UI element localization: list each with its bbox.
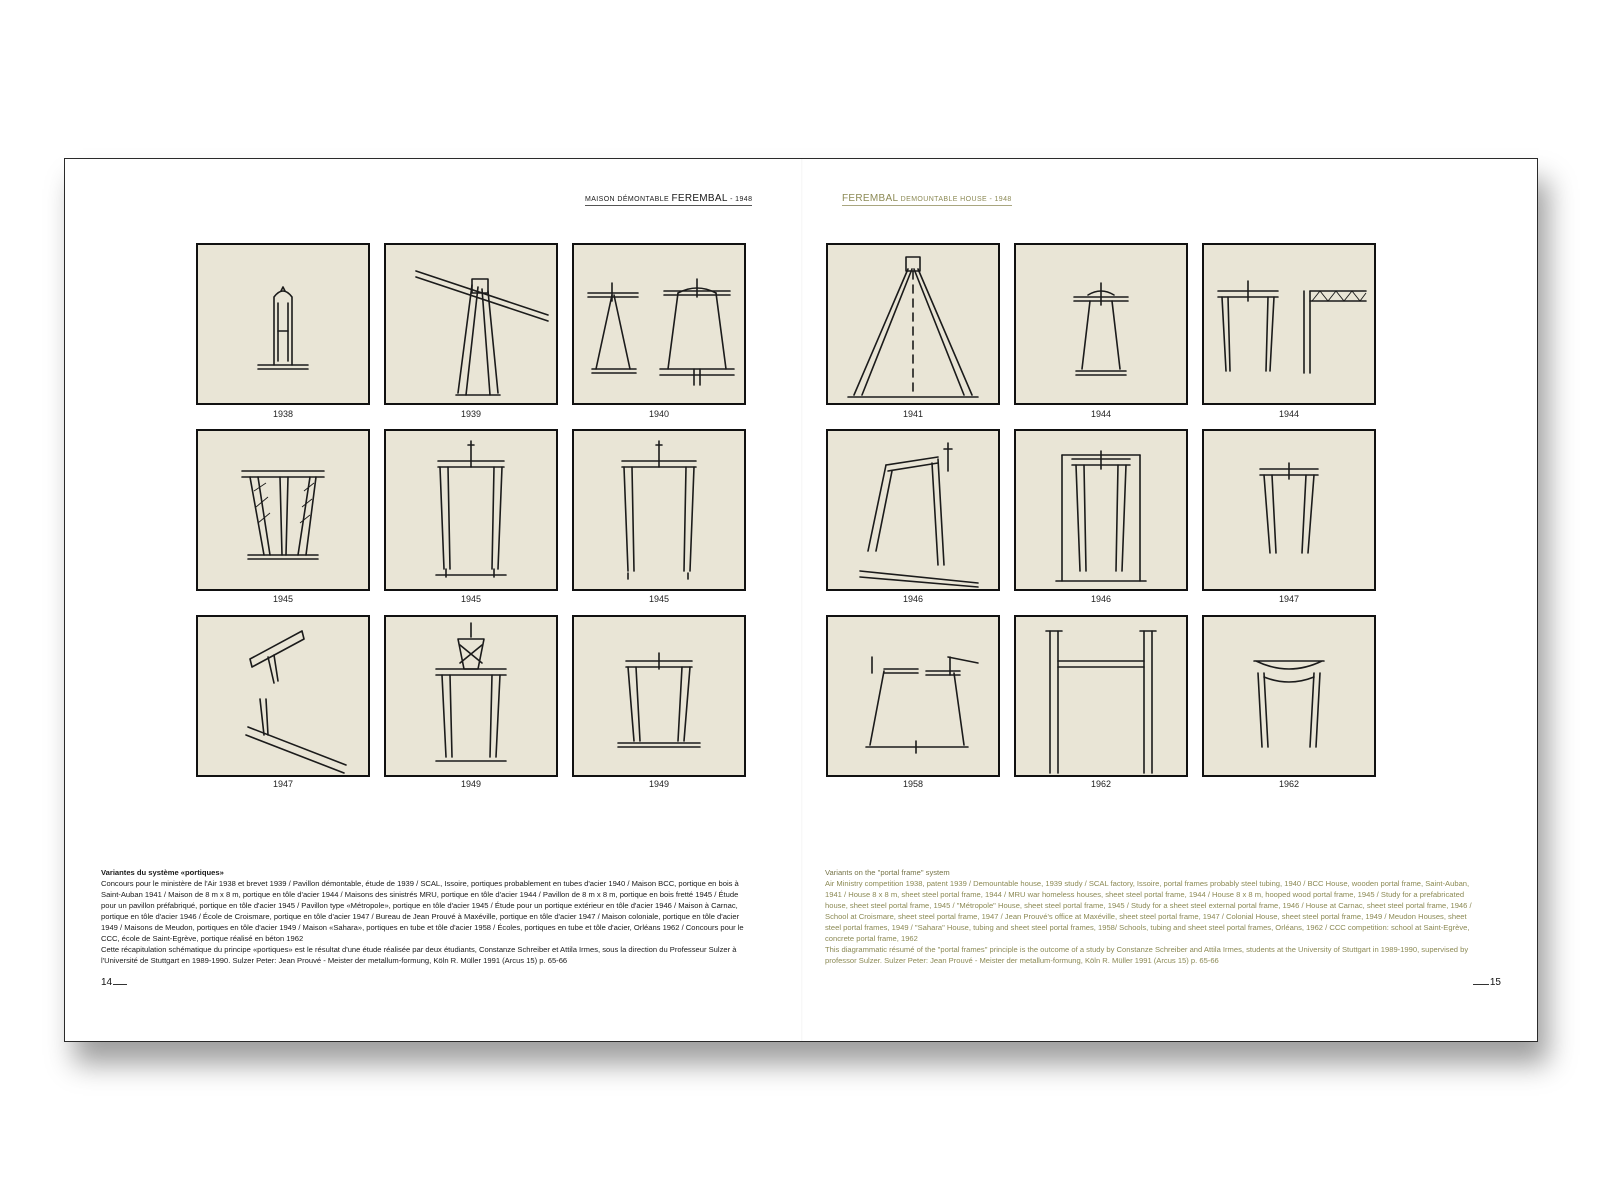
left-running-header: MAISON DÉMONTABLE FEREMBAL - 1948 [585, 193, 753, 204]
right-running-header: FEREMBAL DEMOUNTABLE HOUSE - 1948 [842, 193, 1012, 204]
figure-year: 1939 [460, 409, 482, 419]
figure-year: 1958 [902, 779, 924, 789]
figure-year: 1941 [902, 409, 924, 419]
frame-1949a-drawing [384, 615, 558, 777]
frame-1949b-drawing [572, 615, 746, 777]
frame-1938-drawing [196, 243, 370, 405]
figure-year: 1940 [648, 409, 670, 419]
figure-year: 1946 [1090, 594, 1112, 604]
figure-year: 1946 [902, 594, 924, 604]
frame-1962b-drawing [1202, 615, 1376, 777]
caption-body: Concours pour le ministère de l'Air 1938 et brevet 1939 / Pavillon démontable, étude de 1939 / SCAL, Issoire, portiques probablement en tubes d'acier 1940 / Maison BCC, portique en bois à Saint-Auban 1941 / Maison de 8 m x 8 m, portique en tôle d'acier 1944 / Maisons des sinistrés MRU, portique en tôle d'acier 1944 / Pavillon de 8 m x 8 m, portique en bois fretté 1945 / Étude pour un pavillon préfabriqué, portique en tôle d'acier 1945 / Pavillon type «Métropole», portique en tôle d'acier 1945 / Étude pour un portique extérieur en tôle d'acier 1946 / Maison à Carnac, portique en tôle d'acier 1946 / École de Croismare, portique en tôle d'acier 1947 / Bureau de Jean Prouvé à Maxéville, portique en tôle d'acier 1947 / Maison coloniale, portique en tôle d'acier 1949 / Maisons de Meudon, portiques en tôle d'acier 1949 / Maison «Sahara», portiques en tube et tôle d'acier 1958 / Écoles, portiques en tube et tôle d'acier, Orléans 1962 / Concours pour le CCC, école de Saint-Egrève, portique réalisé en béton 1962 [101, 879, 744, 943]
figure-year: 1962 [1278, 779, 1300, 789]
page-number-right: 15 [1473, 977, 1501, 988]
figure-year: 1945 [272, 594, 294, 604]
frame-1947-drawing [196, 615, 370, 777]
frame-1946a-drawing [826, 429, 1000, 591]
figure-year: 1949 [460, 779, 482, 789]
frame-1947b-drawing [1202, 429, 1376, 591]
figure-year: 1944 [1278, 409, 1300, 419]
caption-title: Variantes du système «portiques» [101, 868, 224, 877]
right-caption [825, 867, 1473, 966]
caption-note: This diagrammatic résumé of the "portal frames" principle is the outcome of a study by Constanze Schreiber and Attila Irmes, students at the University of Stuttgart in 1989-1990, supervised by professor Sulzer. Sulzer Peter: Jean Prouvé - Meister der metallum-formung, Köln R. Müller 1991 (Arcus 15) p. 65-66 [825, 945, 1469, 965]
book-spread [64, 158, 1538, 1042]
page-number-left: 14 [101, 977, 127, 988]
figure-year: 1945 [460, 594, 482, 604]
figure-year: 1962 [1090, 779, 1112, 789]
figure-year: 1944 [1090, 409, 1112, 419]
figure-year: 1947 [1278, 594, 1300, 604]
caption-note: Cette récapitulation schématique du principe «portiques» est le résultat d'une étude réalisée par deux étudiants, Constanze Schreiber et Attila Irmes, sous la direction du Professeur Sulzer à l'Université de Stuttgart en 1989-1990. Sulzer Peter: Jean Prouvé - Meister der metallum-formung, Köln R. Müller 1991 (Arcus 15) p. 65-66 [101, 945, 737, 965]
caption-title: Variants on the "portal frame" system [825, 868, 950, 877]
frame-1944b-drawing [1202, 243, 1376, 405]
figure-year: 1947 [272, 779, 294, 789]
frame-1946b-drawing [1014, 429, 1188, 591]
frame-1945c-drawing [572, 429, 746, 591]
frame-1958-drawing [826, 615, 1000, 777]
frame-1962a-drawing [1014, 615, 1188, 777]
frame-1939-drawing [384, 243, 558, 405]
frame-1940-drawing [572, 243, 746, 405]
frame-1941-drawing [826, 243, 1000, 405]
page-gutter [801, 159, 803, 1041]
caption-body: Air Ministry competition 1938, patent 1939 / Demountable house, 1939 study / SCAL factory, Issoire, portal frames probably steel tubing, 1940 / BCC House, wooden portal frame, Saint-Auban, 1941 / House 8 x 8 m, sheet steel portal frame, 1944 / MRU war homeless houses, sheet steel portal frame, 1944 / House 8 x 8 m, hooped wood portal frame, 1945 / Study for a prefabricated house, sheet steel portal frame, 1945 / "Métropole" House, sheet steel portal frame, 1945 / Study for a sheet steel external portal frame, 1946 / House at Carnac, sheet steel portal frame, 1946 / School at Croismare, sheet steel portal frame, 1947 / Jean Prouvé's office at Maxéville, sheet steel portal frame, 1947 / Colonial House, sheet steel portal frame, 1949 / Meudon Houses, sheet steel portal frames, 1949 / "Sahara" House, tubing and sheet steel portal frames, 1958/ Schools, tubing and sheet steel portal frames, Orléans, 1962 / CCC competition: school at Saint-Egrève, concrete portal frame, 1962 [825, 879, 1472, 943]
figure-year: 1949 [648, 779, 670, 789]
figure-year: 1938 [272, 409, 294, 419]
frame-1945a-drawing [196, 429, 370, 591]
figure-year: 1945 [648, 594, 670, 604]
frame-1945b-drawing [384, 429, 558, 591]
frame-1944a-drawing [1014, 243, 1188, 405]
left-caption [101, 867, 749, 966]
